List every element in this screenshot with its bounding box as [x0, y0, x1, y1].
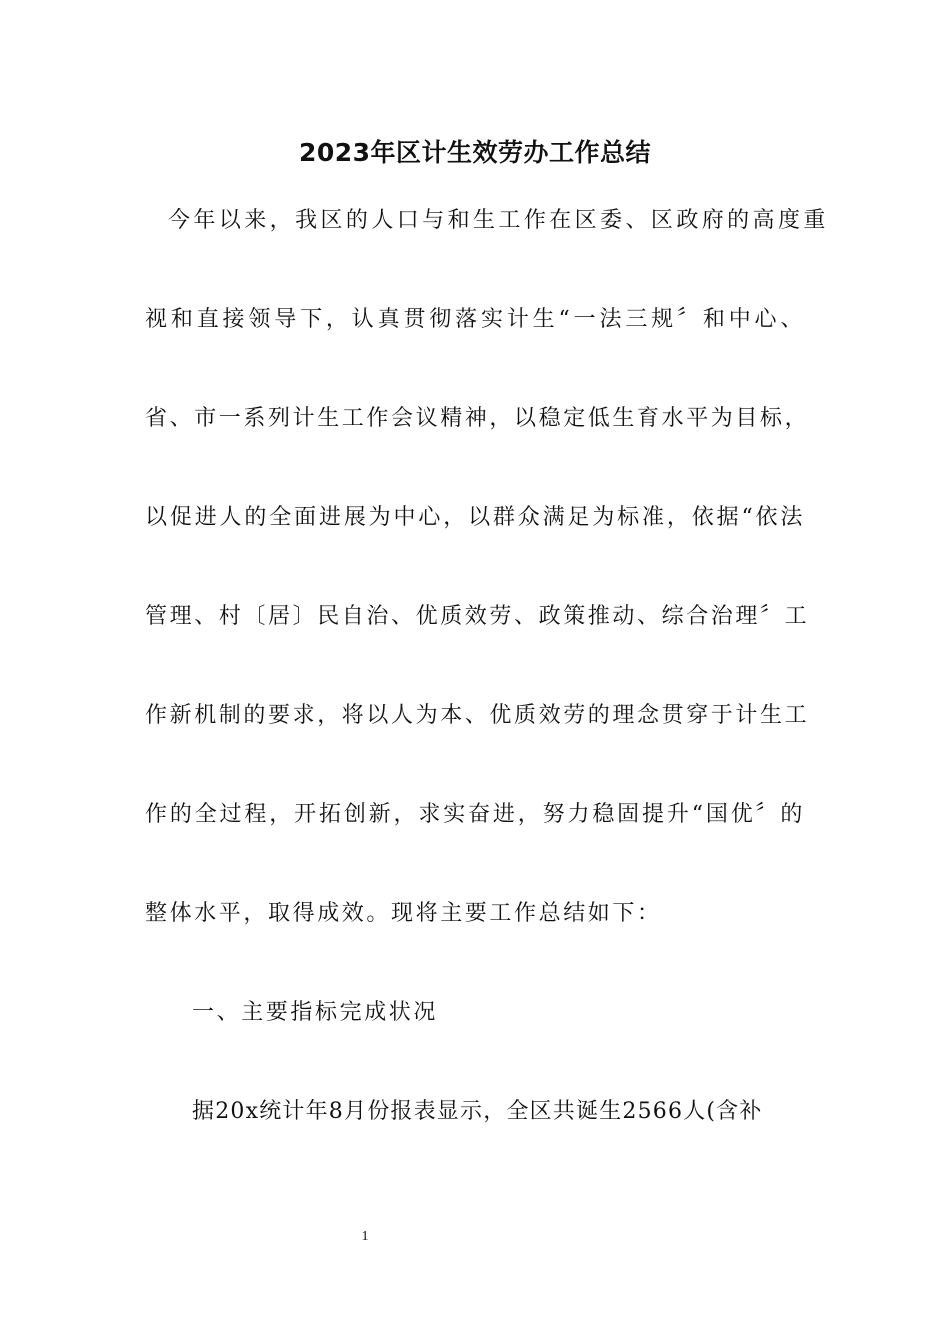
- page-number: 1: [361, 1229, 369, 1244]
- body-text-line: 今年以来，我区的人口与和生工作在区委、区政府的高度重: [168, 208, 828, 233]
- document-title: 2023年区计生效劳办工作总结: [298, 138, 652, 167]
- body-text-line: 以促进人的全面进展为中心，以群众满足为标准，依据“依法: [145, 505, 805, 530]
- body-text-line: 作的全过程，开拓创新，求实奋进，努力稳固提升“国优〞的: [145, 802, 805, 827]
- body-text-line: 省、市一系列计生工作会议精神，以稳定低生育水平为目标，: [145, 406, 810, 431]
- body-text-line: 整体水平，取得成效。现将主要工作总结如下：: [145, 901, 662, 926]
- body-text-line: 视和直接领导下，认真贯彻落实计生“一法三规〞和中心、: [145, 307, 805, 332]
- body-text-line: 据20x统计年8月份报表显示，全区共诞生2566人(含补: [192, 1099, 763, 1124]
- body-text-line: 管理、村〔居〕民自治、优质效劳、政策推动、综合治理〞工: [145, 604, 810, 629]
- body-text-line: 作新机制的要求，将以人为本、优质效劳的理念贯穿于计生工: [145, 703, 810, 728]
- section-heading: 一、主要指标完成状况: [192, 1000, 439, 1025]
